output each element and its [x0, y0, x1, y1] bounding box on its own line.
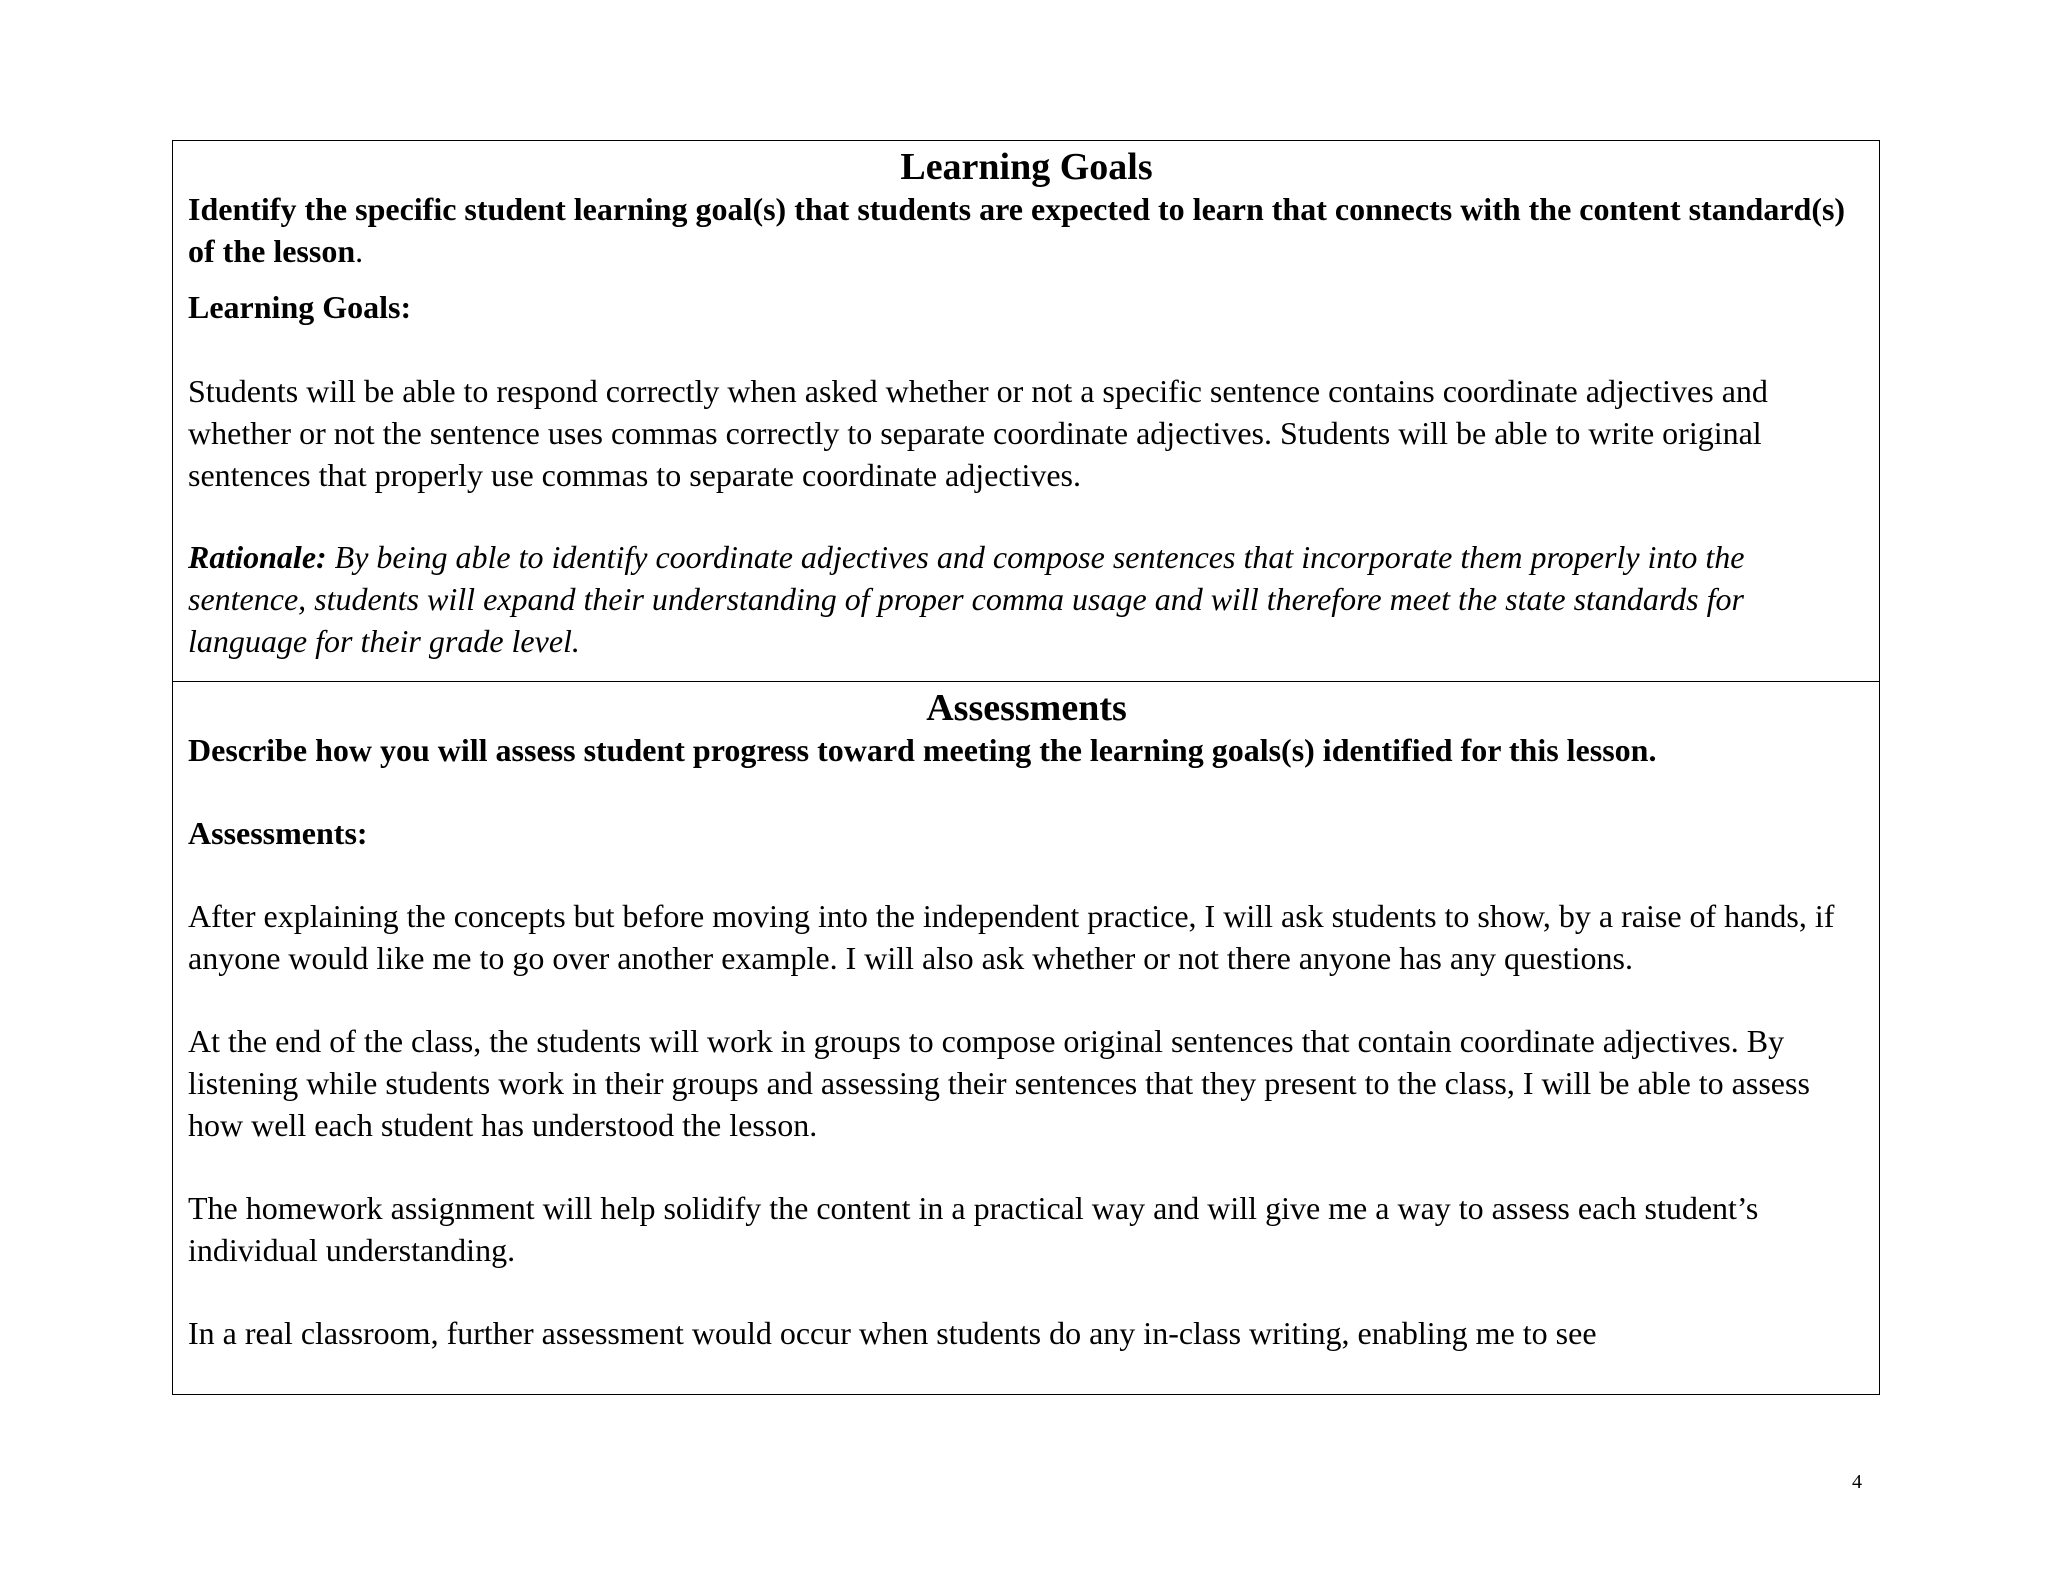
assessments-paragraph: At the end of the class, the students will work in groups to compose original sentences that contain coordinate adjectives. By listening while students work in their groups and assessing their sentences that they present to the class, I will be able to assess how well each student has understood the lesson.	[188, 1023, 1810, 1143]
assessments-subheading: Assessments:	[188, 815, 368, 851]
assessments-section	[173, 682, 1879, 1394]
page-number: 4	[1852, 1471, 1862, 1493]
rationale-label: Rationale:	[188, 539, 327, 575]
assessments-title: Assessments	[926, 687, 1127, 729]
learning-goals-subheading: Learning Goals:	[188, 289, 412, 325]
learning-goals-body: Students will be able to respond correctly when asked whether or not a specific sentence contains coordinate adjectives and whether or not the sentence uses commas correctly to separate coordinate adjectives. Students will be able to write original sentences that properly use commas to separate coordinate adjectives.	[188, 373, 1768, 493]
learning-goals-section	[173, 141, 1879, 682]
learning-goals-prompt	[188, 188, 1865, 272]
assessments-paragraph: The homework assignment will help solidify the content in a practical way and will give me a way to assess each student’s individual understanding.	[188, 1190, 1759, 1268]
rationale-text: By being able to identify coordinate adjectives and compose sentences that incorporate them properly into the sentence, students will expand their understanding of proper comma usage and will therefore meet the state standards for language for their grade level.	[188, 539, 1745, 659]
rationale-paragraph	[188, 536, 1865, 662]
learning-goals-title: Learning Goals	[900, 146, 1153, 188]
learning-goals-prompt-period: .	[355, 233, 364, 269]
assessments-paragraph: After explaining the concepts but before moving into the independent practice, I will ask students to show, by a raise of hands, if anyone would like me to go over another example. I will also ask whether or not there anyone has any questions.	[188, 898, 1835, 976]
lesson-plan-table	[172, 140, 1880, 1395]
learning-goals-prompt-text: Identify the specific student learning goal(s) that students are expected to learn that connects with the content standard(s) of the lesson	[188, 191, 1846, 269]
assessments-prompt: Describe how you will assess student progress toward meeting the learning goals(s) identified for this lesson.	[188, 732, 1657, 768]
assessments-paragraph: In a real classroom, further assessment would occur when students do any in-class writing, enabling me to see	[188, 1315, 1597, 1351]
